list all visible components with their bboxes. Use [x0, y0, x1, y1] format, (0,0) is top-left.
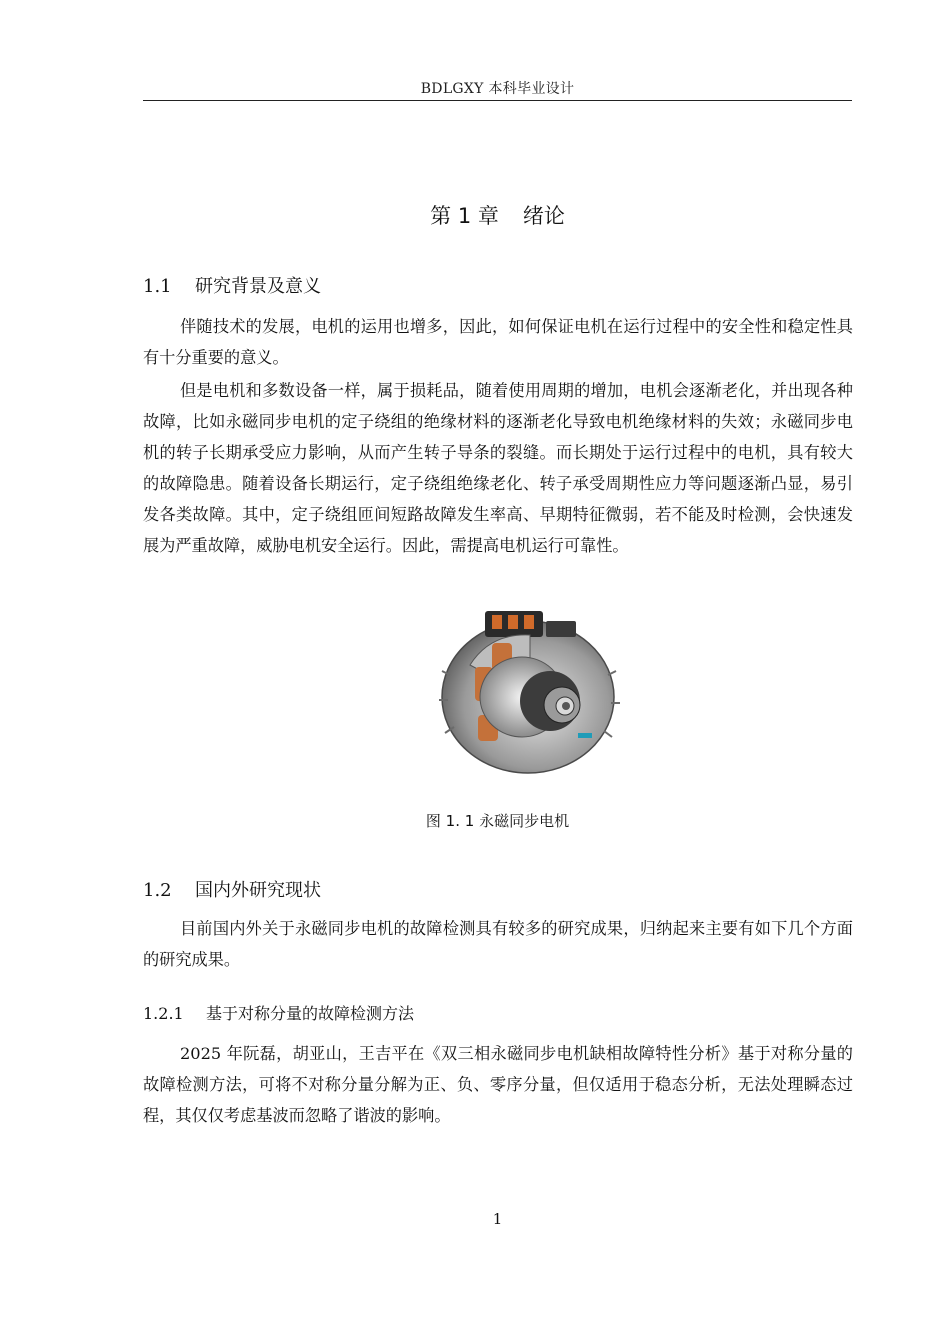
section-heading-1-2: [143, 876, 321, 902]
chapter-title: [143, 200, 852, 230]
paragraph: 但是电机和多数设备一样，属于损耗品，随着使用周期的增加，电机会逐渐老化，并出现各种故障，比如永磁同步电机的定子绕组的绝缘材料的逐渐老化导致电机绝缘材料的失效；永磁同步电机的转子长期承受应力影响，从而产生转子导条的裂缝。而长期处于运行过程中的电机，具有较大的故障隐患。随着设备长期运行，定子绕组绝缘老化、转子承受周期性应力等问题逐渐凸显，易引发各类故障。其中，定子绕组匝间短路故障发生率高、早期特征微弱，若不能及时检测，会快速发展为严重故障，威胁电机安全运行。因此，需提高电机运行可靠性。: [143, 381, 853, 555]
chapter-number: 第 1 章: [430, 204, 499, 228]
motor-cutaway-illustration: [430, 605, 630, 780]
paragraph: 伴随技术的发展，电机的运用也增多，因此，如何保证电机在运行过程中的安全性和稳定性具有十分重要的意义。: [143, 317, 853, 367]
chapter-name: 绪论: [522, 204, 565, 228]
subsection-heading-1-2-1: [143, 1001, 414, 1024]
section-number: 1.1: [143, 276, 172, 297]
section-title: 研究背景及意义: [195, 276, 321, 297]
motor-image: [430, 605, 630, 780]
subsection-title: 基于对称分量的故障检测方法: [206, 1004, 415, 1023]
section-number: 1.2: [143, 880, 172, 901]
paragraph: 目前国内外关于永磁同步电机的故障检测具有较多的研究成果，归纳起来主要有如下几个方面的研究成果。: [143, 919, 853, 969]
page-number: 1: [492, 1210, 503, 1228]
figure-caption: 图 1. 1 永磁同步电机: [425, 812, 570, 830]
paragraph: 2025 年阮磊，胡亚山，王吉平在《双三相永磁同步电机缺相故障特性分析》基于对称分量的故障检测方法，可将不对称分量分解为正、负、零序分量，但仅适用于稳态分析，无法处理瞬态过程，其仅仅考虑基波而忽略了谐波的影响。: [143, 1044, 853, 1125]
page-header: BDLGXY 本科毕业设计: [420, 81, 575, 97]
section-title: 国内外研究现状: [195, 880, 321, 901]
section-heading-1-1: [143, 272, 321, 298]
subsection-number: 1.2.1: [143, 1004, 184, 1023]
header-divider: [143, 100, 852, 101]
